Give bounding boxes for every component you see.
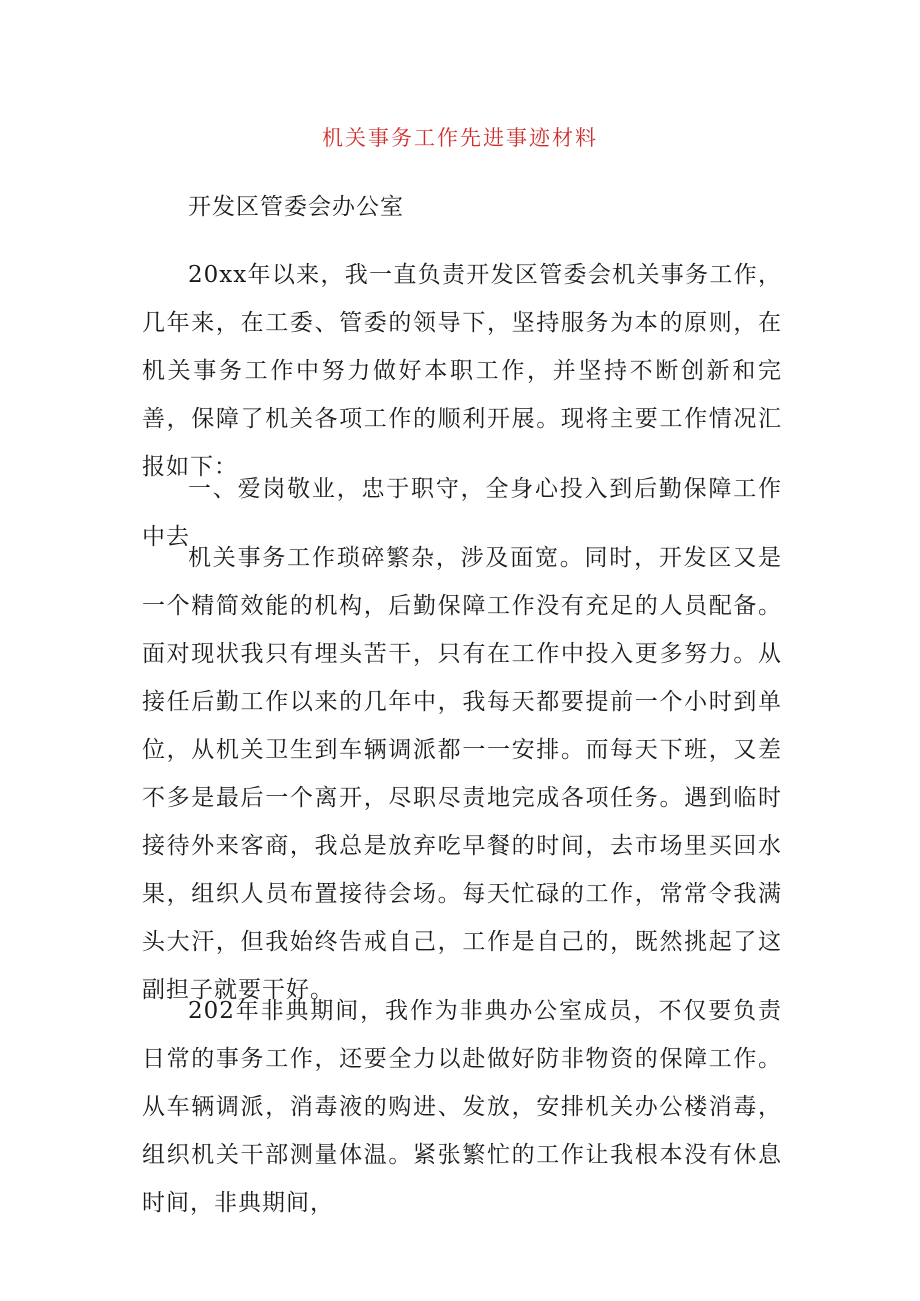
document-title: 机关事务工作先进事迹材料 [322, 126, 598, 150]
body-paragraph-3: 202年非典期间，我作为非典办公室成员，不仅要负责日常的事务工作，还要全力以赴做好防非物资的保障工作。从车辆调派，消毒液的购进、发放，安排机关办公楼消毒，组织机关干部测量体温。紧张繁忙的工作让我根本没有休息时间，非典期间， [142, 998, 782, 1216]
section-heading: 一、爱岗敬业，忠于职守，全身心投入到后勤保障工作中去 [142, 476, 782, 550]
intro-paragraph: 20xx年以来，我一直负责开发区管委会机关事务工作，几年来，在工委、管委的领导下，坚持服务为本的原则，在机关事务工作中努力做好本职工作，并坚持不断创新和完善，保障了机关各项工作的顺利开展。现将主要工作情况汇报如下： [142, 262, 782, 480]
organization-name: 开发区管委会办公室 [188, 194, 404, 220]
body-paragraph-2: 机关事务工作琐碎繁杂，涉及面宽。同时，开发区又是一个精简效能的机构，后勤保障工作没有充足的人员配备。面对现状我只有埋头苦干，只有在工作中投入更多努力。从接任后勤工作以来的几年中，我每天都要提前一个小时到单位，从机关卫生到车辆调派都一一安排。而每天下班，又差不多是最后一个离开，尽职尽责地完成各项任务。遇到临时接待外来客商，我总是放弃吃早餐的时间，去市场里买回水果，组织人员布置接待会场。每天忙碌的工作，常常令我满头大汗，但我始终告戒自己，工作是自己的，既然挑起了这副担子就要干好。 [142, 545, 782, 1003]
